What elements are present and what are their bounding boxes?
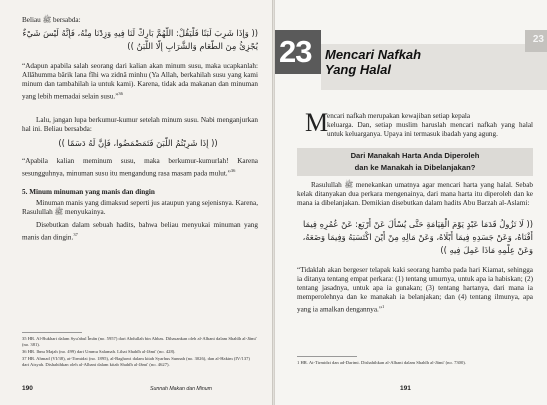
hadith-arabic-line-2: يُجْزِئُ مِنَ الطَّعَامِ وَالشَّرَابِ إِلَّا اللَّبَنُ )) xyxy=(127,41,258,51)
right-page xyxy=(275,0,547,405)
paragraph-rinse: Lalu, jangan lupa berkumur-kumur setelah minum susu. Nabi menganjurkan hal ini. Beliau bersabda: xyxy=(22,116,258,133)
paragraph-text: Disebutkan dalam sebuah hadits, bahwa beliau menyukai minuman yang manis dan dingin. xyxy=(22,221,258,242)
intro-first-line: encari nafkah merupakan kewajiban setiap kepala xyxy=(327,112,471,120)
intro-second-line xyxy=(327,121,533,139)
hadith-arabic-line-3: وَعَنْ عِلْمِهِ مَاذَا عَمِلَ فِيهِ )) xyxy=(440,245,533,255)
paragraph-translation-1 xyxy=(22,62,258,101)
hadith-arabic-line-1: (( لَا تَزُولُ قَدَمَا عَبْدٍ يَوْمَ الْقِيَامَةِ حَتَّى يُسْأَلَ عَنْ أَرْبَعٍ: عَنْ عُمُرِهِ فِيمَا xyxy=(303,219,533,229)
section-heading: 5. Minum minuman yang manis dan dingin xyxy=(22,188,155,196)
subheading-line-1: Dari Manakah Harta Anda Diperoleh xyxy=(350,151,480,160)
paragraph-text: “Tidaklah akan bergeser telapak kaki seorang hamba pada hari Kiamat, sehingga ia ditanya tentang empat perkara: (1) tentang umurnya, untuk apa ia habiskan; (2) tentang jasadnya, untuk apa ia gunakan; (3) tentang hartanya, dari mana ia memperolehnya dan ke manakah ia belanjakan; dan (4) tentang ilmunya, apa yang ia amalkan dengannya.” xyxy=(297,266,533,314)
paragraph-hadith-mention xyxy=(22,221,258,242)
footnote-1: 1 HR. At-Tirmidzi dan ad-Darimi. Dishahihkan al-Albani dalam Shahîh al-Jâmi' (no. 7300). xyxy=(297,360,466,365)
chapter-title xyxy=(325,47,421,77)
footnote-ref: 36 xyxy=(118,91,123,96)
intro-text: keluarga. Dan, setiap muslim haruslah mencari nafkah yang halal untuk keluarganya. Upaya ini termasuk ibadah yang agung. xyxy=(327,121,533,138)
drop-cap: M xyxy=(305,108,329,137)
running-footer-title: Sunnah Makan dan Minum xyxy=(150,386,212,392)
chapter-tab-number: 23 xyxy=(532,34,544,45)
intro-text: Beliau ﷺ bersabda: xyxy=(22,16,81,24)
footnote-divider xyxy=(22,332,82,333)
paragraph-translation-2 xyxy=(22,157,258,178)
footnote-ref: 1 xyxy=(382,304,385,309)
subheading-line-2: dan ke Manakah ia Dibelanjakan? xyxy=(354,162,476,172)
page-number-right: 191 xyxy=(400,385,411,392)
footnote-35: 35 HR. Al-Bukhari dalam Syu'abul Îmân (no. 5957) dari Abdullah bin Abbas. Dihasankan oleh al-Albani dalam Shahîh al-Jâmi' (no. 381). xyxy=(22,336,257,348)
paragraph-seek-halal: Rasulullah ﷺ menekankan umatnya agar mencari harta yang halal. Sebab kelak ditanyakan dua perkara mengenainya, dari mana harta itu diperoleh dan ke mana ia dibelanjakan. Demikian disebutkan dalam hadits Abu Barzah al-Aslami: xyxy=(297,181,533,207)
subheading xyxy=(297,150,533,173)
left-page xyxy=(0,0,272,405)
hadith-arabic-rinse: (( إِذَا شَرِبْتُمُ اللَّبَنَ فَتَمَضْمَضُوا، فَإِنَّ لَهُ دَسَمًا )) xyxy=(58,138,218,148)
footnote-divider xyxy=(297,356,357,357)
footnote-ref: 36 xyxy=(230,168,236,173)
footnote-37: 37 HR. Ahmad (VI/38), at-Tirmidzi (no. 1895), al-Baghawi dalam kitab Syarhus Sunnah (no. 3026), dan al-Hakim (IV/137) dari Aisyah. Dishahihkan oleh al-Albani dalam kitab Shahîh al-Jâmi' (no. 4627). xyxy=(22,356,250,368)
paragraph-hadith-translation xyxy=(297,266,533,314)
chapter-title-line-2: Yang Halal xyxy=(325,62,391,77)
footnote-36: 36 HR. Ibnu Majah (no. 499) dari Ummu Salamah. Lihat Shahîh al-Jâmi' (no. 428). xyxy=(22,349,176,354)
paragraph-sweet-drinks: Minuman manis yang dimaksud seperti jus ataupun yang sejenisnya. Karena, Rasulullah ﷺ menyukainya. xyxy=(22,199,258,216)
paragraph-text: “Apabila kalian meminum susu, maka berkumur-kumurlah! Karena sesungguhnya, minuman susu itu mengandung rasa masam pada mulut.” xyxy=(22,157,258,178)
footnote-ref: 37 xyxy=(73,232,78,237)
hadith-arabic-line-1: (( وَإِذَا شَرِبَ لَبَنًا فَلْيَقُلْ: اللَّهُمَّ بَارِكْ لَنَا فِيهِ وَزِدْنَا مِنْهُ، فَإِنَّهُ لَيْسَ شَيْءٌ xyxy=(22,28,258,38)
chapter-title-line-1: Mencari Nafkah xyxy=(325,47,422,62)
paragraph-text: “Adapun apabila salah seorang dari kalian akan minum susu, maka ucapkanlah: Allâhumma bârik lana fîhi wa zidnâ minhu (Ya Allah, berkahilah susu yang kami minum dan tambahilah ia untuk kami). Karena, tidak ada makanan dan minuman yang lebih memadai selain susu.” xyxy=(22,62,258,101)
page-number-left: 190 xyxy=(22,385,33,392)
chapter-number: 23 xyxy=(279,34,312,69)
hadith-arabic-line-2: أَفْنَاهُ، وَعَنْ جَسَدِهِ فِيمَا أَبْلَاهُ، وَعَنْ مَالِهِ مِنْ أَيْنَ اكْتَسَبَهُ وَفِيمَا وَضَعَهُ، xyxy=(302,232,533,242)
